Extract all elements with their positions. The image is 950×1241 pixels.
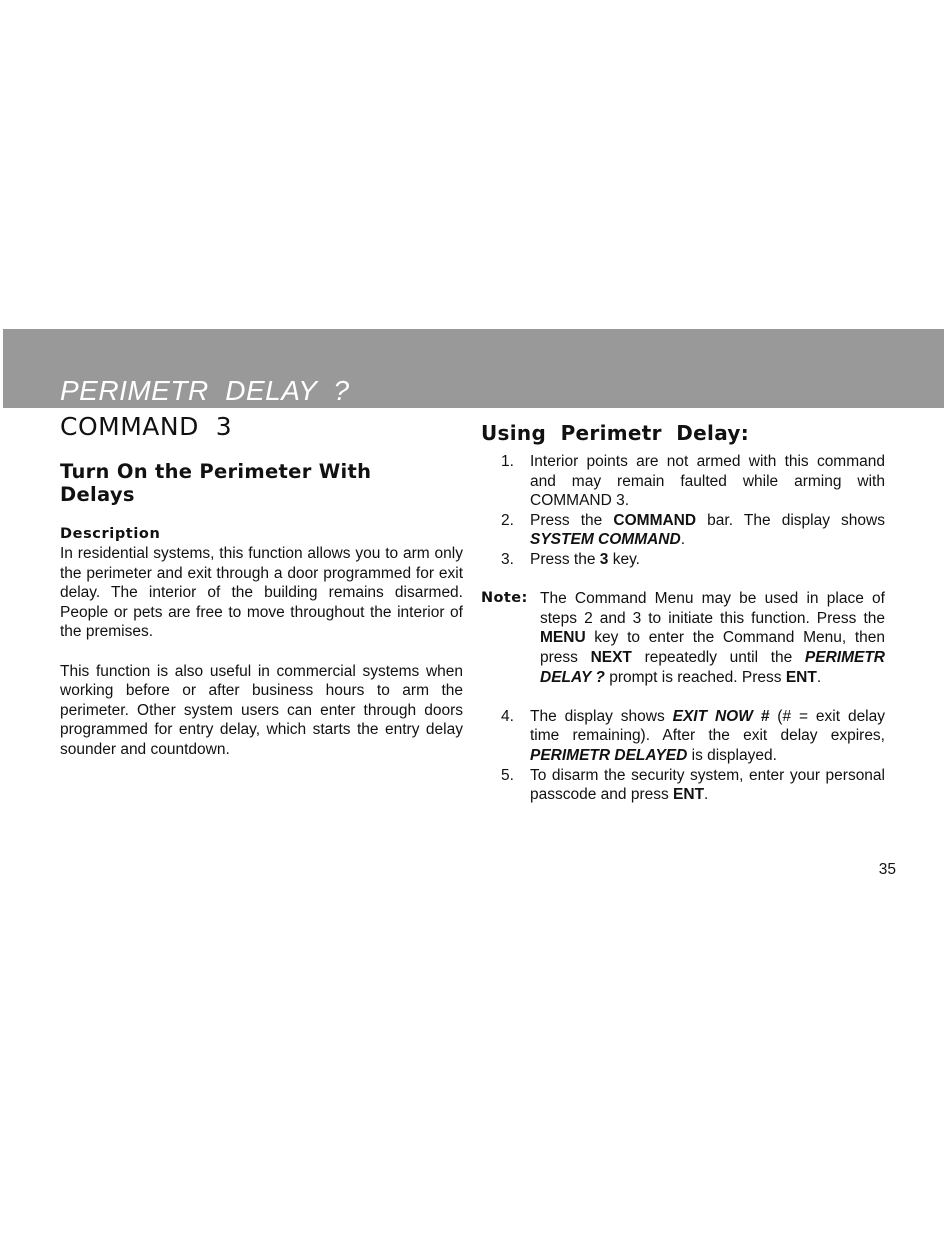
command-key-label: COMMAND	[613, 511, 697, 529]
note-text: .	[816, 668, 822, 686]
note-text: repeatedly until the	[631, 648, 805, 666]
step-text: bar. The display shows	[696, 511, 885, 529]
step-text: .	[704, 786, 709, 804]
step-number: 2.	[501, 511, 514, 529]
description-heading: Description	[60, 526, 161, 542]
step-text: Press the	[530, 550, 600, 568]
description-paragraph-1: In residential systems, this function allows you to arm only the perimeter and exit through a door programmed for exit delay. The interior of the building remains disarmed. People or pets are free to move throughout the interior of the premises.	[60, 545, 463, 641]
banner-title: PERIMETR DELAY ?	[60, 375, 350, 406]
step-text: (# = exit delay time remaining). After the exit delay expires,	[530, 707, 885, 745]
step-text: key.	[608, 550, 640, 568]
section-subtitle: Turn On the Perimeter With Delays	[60, 460, 372, 506]
description-paragraph-2: This function is also useful in commercial systems when working before or after business hours to arm the perimeter. Other system users can enter through doors programmed for entry delay, which starts the entry delay sounder and countdown.	[60, 662, 463, 758]
note-block	[481, 589, 885, 687]
steps-list-b	[481, 707, 885, 805]
note-text: prompt is reached. Press	[604, 668, 786, 686]
left-column	[60, 460, 463, 760]
display-text: PERIMETR DELAYED	[530, 746, 688, 764]
command-title: COMMAND 3	[60, 412, 233, 441]
display-text: EXIT NOW #	[672, 707, 770, 725]
using-heading: Using Perimetr Delay:	[481, 421, 750, 445]
step-text: Press the	[530, 511, 614, 529]
step-text: Interior points are not armed with this command and may remain faulted while arming with COMMAND 3.	[530, 453, 885, 510]
right-column	[481, 419, 885, 805]
key-label: 3	[599, 550, 609, 568]
step-item	[481, 707, 885, 766]
ent-key-label: ENT	[673, 786, 705, 804]
step-item	[481, 511, 885, 550]
step-item	[481, 766, 885, 805]
step-item	[481, 452, 885, 511]
step-text: The display shows	[530, 707, 673, 725]
step-number: 3.	[501, 550, 514, 568]
note-label: Note:	[481, 590, 528, 607]
step-item	[481, 550, 885, 570]
page-number: 35	[878, 861, 896, 878]
header-banner	[3, 329, 944, 408]
note-text: key to enter the Command Menu, then press	[540, 629, 885, 666]
step-number: 1.	[501, 453, 514, 470]
menu-key-label: MENU	[540, 629, 586, 647]
display-text: PERIMETR DELAY ?	[540, 648, 885, 686]
next-key-label: NEXT	[590, 648, 632, 666]
step-text: .	[680, 531, 686, 549]
step-number: 5.	[501, 766, 514, 784]
steps-list-a	[481, 452, 885, 570]
ent-key-label: ENT	[785, 668, 817, 686]
display-text: SYSTEM COMMAND	[530, 531, 681, 549]
step-text: is displayed.	[687, 746, 777, 764]
step-text: To disarm the security system, enter your personal passcode and press	[530, 766, 885, 804]
step-number: 4.	[501, 707, 514, 725]
note-text: The Command Menu may be used in place of steps 2 and 3 to initiate this function. Press the	[540, 590, 885, 627]
